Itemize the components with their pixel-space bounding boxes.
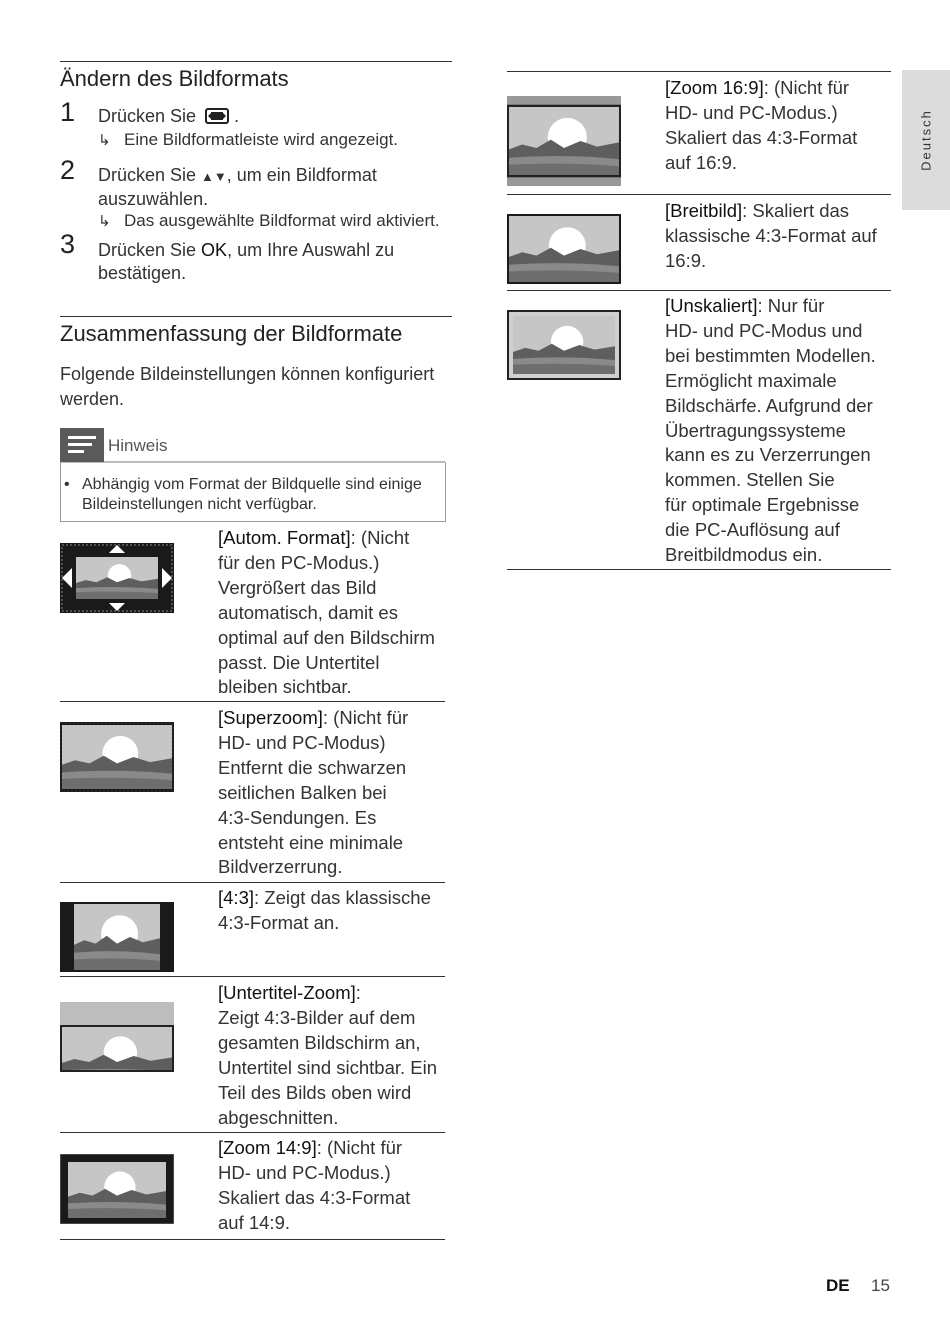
page-number: 15 xyxy=(871,1276,890,1295)
up-down-keys-icon: ▲▼ xyxy=(201,169,227,184)
step-text-part: auszuwählen. xyxy=(98,189,209,209)
format-divider xyxy=(60,1239,445,1240)
format-description-line: : xyxy=(355,982,361,1003)
result-arrow-icon: ↳ xyxy=(98,132,111,149)
format-preview-four3 xyxy=(60,902,174,977)
step-text-part: Drücken Sie xyxy=(98,240,202,260)
format-name: [Zoom 14:9] xyxy=(218,1137,317,1158)
format-description-line: 4:3-Sendungen. Es xyxy=(218,806,377,828)
format-divider xyxy=(507,71,891,72)
format-description-line: Skaliert das 4:3-Format xyxy=(665,126,858,148)
note-text: Abhängig vom Format der Bildquelle sind einige xyxy=(82,476,422,493)
format-name: [Zoom 16:9] xyxy=(665,77,764,98)
format-description-line: HD- und PC-Modus und xyxy=(665,319,863,341)
format-description-line: Zeigt 4:3-Bilder auf dem xyxy=(218,1006,416,1028)
format-description-line: für optimale Ergebnisse xyxy=(665,494,860,516)
note-label: Hinweis xyxy=(108,436,168,455)
format-description-line: bei bestimmten Modellen. xyxy=(665,344,876,366)
format-description-line: automatisch, damit es xyxy=(218,601,398,623)
format-description-line: passt. Die Untertitel xyxy=(218,651,380,673)
format-name: [Breitbild] xyxy=(665,200,743,221)
section-intro xyxy=(60,362,434,412)
footer-language: DE xyxy=(826,1276,850,1295)
format-description-line: kommen. Stellen Sie xyxy=(665,469,835,491)
format-description-line: Bildverzerrung. xyxy=(218,856,343,878)
step-result-text: Das ausgewählte Bildformat wird aktiviert. xyxy=(124,211,440,230)
format-description xyxy=(665,76,857,176)
format-description xyxy=(218,886,431,936)
step-result xyxy=(98,210,440,233)
step-text-part: , um Ihre Auswahl zu xyxy=(227,240,395,260)
note-text: Bildeinstellungen nicht verfügbar. xyxy=(82,496,317,513)
format-description-line: : Skaliert das xyxy=(742,200,850,221)
step-number: 1 xyxy=(60,97,76,127)
format-description-line: auf 16:9. xyxy=(665,151,738,173)
step-text-part: Drücken Sie xyxy=(98,165,202,185)
format-preview-wide xyxy=(507,214,621,289)
format-description-line: HD- und PC-Modus.) xyxy=(665,101,838,123)
format-name: [Untertitel-Zoom] xyxy=(218,982,356,1003)
step-text-period: . xyxy=(234,106,240,126)
format-preview-autom xyxy=(60,543,174,618)
format-divider xyxy=(507,194,891,195)
step-text xyxy=(98,239,394,285)
step-text xyxy=(98,164,377,211)
format-description xyxy=(665,199,877,274)
format-description-line: entsteht eine minimale xyxy=(218,831,404,853)
format-description-line: Ermöglicht maximale xyxy=(665,369,837,391)
format-description-line: auf 14:9. xyxy=(218,1211,291,1233)
format-preview-subzoom xyxy=(60,1002,174,1077)
format-description-line: Übertragungssysteme xyxy=(665,419,846,441)
result-arrow-icon: ↳ xyxy=(98,213,111,230)
intro-line: werden. xyxy=(60,389,125,409)
format-description xyxy=(218,981,437,1130)
format-description-line: Untertitel sind sichtbar. Ein xyxy=(218,1056,438,1078)
format-divider xyxy=(60,882,445,883)
format-button-icon xyxy=(205,108,229,124)
format-description-line: Breitbildmodus ein. xyxy=(665,544,823,566)
format-description-line: Entfernt die schwarzen xyxy=(218,756,407,778)
format-name: [Autom. Format] xyxy=(218,527,351,548)
format-description-line: seitlichen Balken bei xyxy=(218,781,387,803)
section-title-change-format: Ändern des Bildformats xyxy=(60,66,289,91)
format-description-line: Vergrößert das Bild xyxy=(218,576,377,598)
format-description-line: : (Nicht xyxy=(350,527,410,548)
section-rule xyxy=(60,61,452,62)
format-preview-zoom149 xyxy=(60,1154,174,1229)
format-preview-unscaled xyxy=(507,310,621,385)
format-name: [4:3] xyxy=(218,887,254,908)
note-icon xyxy=(60,428,104,462)
step-text-part: Drücken Sie xyxy=(98,106,197,126)
format-description-line: bleiben sichtbar. xyxy=(218,676,352,698)
format-description-line: HD- und PC-Modus) xyxy=(218,731,386,753)
bullet-icon: • xyxy=(64,476,70,493)
format-description-line: : (Nicht für xyxy=(316,1137,403,1158)
format-preview-superzoom xyxy=(60,722,174,797)
format-description-line: Bildschärfe. Aufgrund der xyxy=(665,394,873,416)
format-description-line: HD- und PC-Modus.) xyxy=(218,1161,391,1183)
format-description-line: : (Nicht für xyxy=(322,707,409,728)
format-description-line: 16:9. xyxy=(665,249,707,271)
ok-key: OK xyxy=(201,240,228,260)
format-description-line: abgeschnitten. xyxy=(218,1106,339,1128)
format-description xyxy=(218,706,408,880)
format-name: [Unskaliert] xyxy=(665,295,758,316)
step-number: 3 xyxy=(60,229,76,259)
format-description xyxy=(665,294,876,568)
intro-line: Folgende Bildeinstellungen können konfiguriert xyxy=(60,364,435,384)
section-rule xyxy=(60,316,452,317)
format-name: [Superzoom] xyxy=(218,707,323,728)
note-item xyxy=(64,475,440,515)
format-preview-zoom169 xyxy=(507,96,621,191)
format-description-line: 4:3-Format an. xyxy=(218,911,340,933)
step-text xyxy=(98,105,239,128)
step-text-part: bestätigen. xyxy=(98,263,187,283)
format-description-line: kann es zu Verzerrungen xyxy=(665,444,871,466)
step-result xyxy=(98,129,398,152)
format-description-line: für den PC-Modus.) xyxy=(218,551,380,573)
format-divider xyxy=(60,1132,445,1133)
format-divider xyxy=(60,976,445,977)
format-divider xyxy=(60,701,445,702)
format-description-line: Teil des Bilds oben wird xyxy=(218,1081,412,1103)
language-tab-label: Deutsch xyxy=(918,109,934,171)
format-divider xyxy=(507,569,891,570)
format-description xyxy=(218,526,435,700)
step-number: 2 xyxy=(60,155,76,185)
format-description-line: gesamten Bildschirm an, xyxy=(218,1031,421,1053)
section-title-summary: Zusammenfassung der Bildformate xyxy=(60,321,403,346)
format-description-line: : Zeigt das klassische xyxy=(254,887,431,908)
format-divider xyxy=(507,290,891,291)
format-description-line: Skaliert das 4:3-Format xyxy=(218,1186,411,1208)
language-tab xyxy=(902,70,950,210)
format-description-line: : (Nicht für xyxy=(763,77,850,98)
step-text-part: , um ein Bildformat xyxy=(226,165,377,185)
format-description-line: klassische 4:3-Format auf xyxy=(665,224,877,246)
step-result-text: Eine Bildformatleiste wird angezeigt. xyxy=(124,130,399,149)
format-description-line: optimal auf den Bildschirm xyxy=(218,626,435,648)
format-description xyxy=(218,1136,410,1236)
format-description-line: die PC-Auflösung auf xyxy=(665,519,840,541)
format-description-line: : Nur für xyxy=(757,295,825,316)
